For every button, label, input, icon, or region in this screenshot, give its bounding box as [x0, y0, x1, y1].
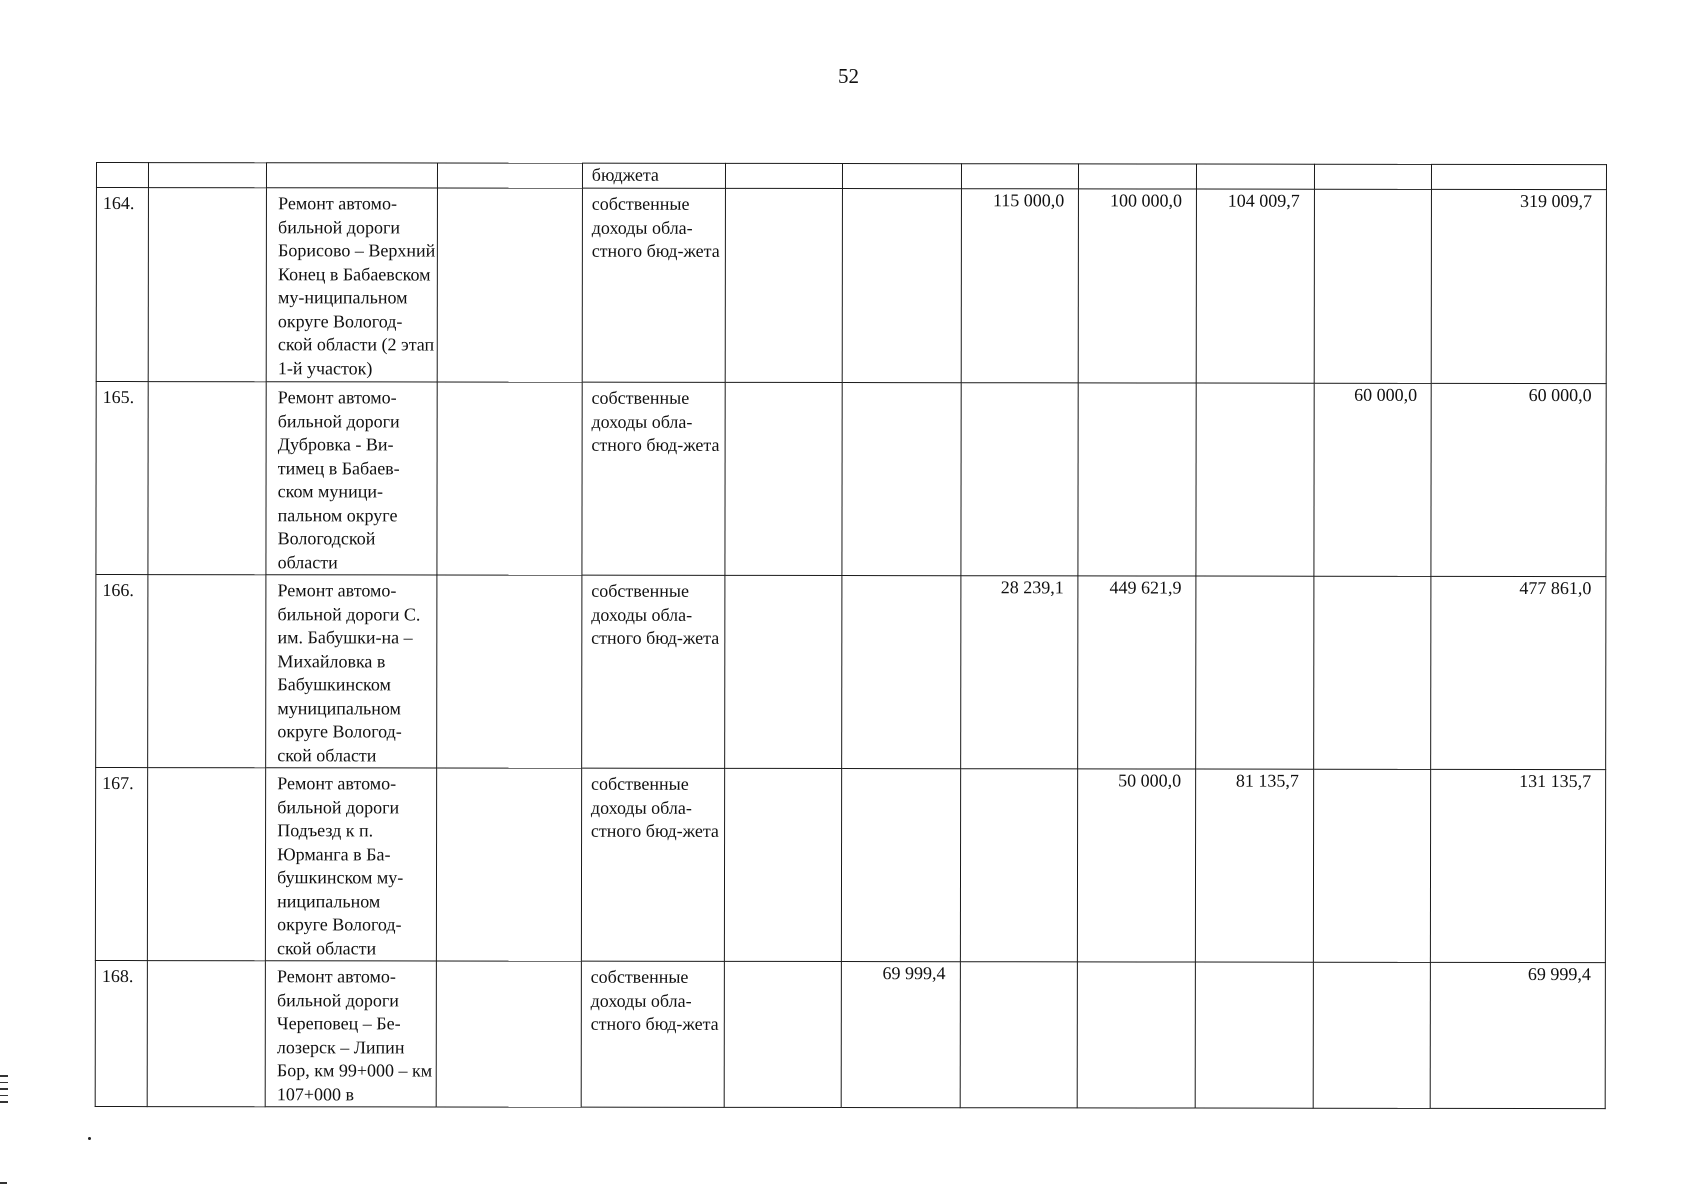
funding-source: собственные доходы обла-стного бюд-жета — [582, 188, 726, 382]
header-cell-amount — [842, 164, 961, 189]
header-cell-amount — [1314, 164, 1432, 189]
table-row — [96, 382, 1606, 577]
amount-cell: 69 999,4 — [841, 962, 960, 1108]
row-number: 165. — [96, 382, 149, 575]
cell-blank — [148, 575, 266, 768]
table-row — [96, 575, 1606, 770]
funding-source: собственные доходы обла-стного бюд-жета — [581, 575, 725, 768]
header-cell-blank — [438, 163, 583, 188]
budget-table — [95, 162, 1607, 1109]
table-row — [95, 768, 1605, 963]
amount-cell — [842, 189, 961, 383]
amount-cell: 449 621,9 — [1078, 576, 1196, 769]
header-cell-amount — [1432, 164, 1607, 189]
row-number: 167. — [95, 768, 148, 961]
amount-cell: 28 239,1 — [960, 576, 1078, 769]
amount-cell: 50 000,0 — [1078, 769, 1196, 962]
amount-cell — [961, 383, 1079, 576]
object-name: Ремонт автомо-бильной дороги Борисово – Верхний Конец в Бабаевском му-ниципальном округе Вологод-ской области (2 этап 1-й участок) — [266, 188, 437, 382]
funding-source: собственные доходы обла-стного бюд-жета — [582, 382, 726, 575]
amount-cell: 81 135,7 — [1195, 769, 1313, 962]
header-cell-number — [96, 163, 148, 188]
amount-cell — [1078, 383, 1196, 576]
amount-cell — [960, 769, 1078, 962]
cell-blank — [148, 768, 266, 961]
continued-header-row — [96, 163, 1606, 190]
header-cell-amount — [726, 163, 843, 188]
amount-total: 319 009,7 — [1432, 189, 1607, 383]
cell-blank — [148, 961, 266, 1107]
object-name: Ремонт автомо-бильной дороги Дубровка - Ви-тимец в Бабаев-ском муници-пальном округе Вологодской области — [266, 382, 437, 575]
object-name: Ремонт автомо-бильной дороги С. им. Бабушки-на – Михайловка в Бабушкинском муниципальном округе Вологод-ской области — [266, 575, 437, 768]
row-number: 168. — [95, 960, 148, 1106]
row-number: 164. — [96, 188, 149, 382]
cell-blank — [437, 382, 582, 575]
funding-source: собственные доходы обла-стного бюд-жета — [581, 768, 725, 961]
cell-blank — [437, 961, 582, 1107]
amount-cell — [1078, 962, 1196, 1108]
amount-cell — [842, 576, 961, 769]
object-name: Ремонт автомо-бильной дороги Подъезд к п. Юрманга в Ба-бушкинском му-ниципальном округе Вологод-ской области — [266, 768, 437, 961]
amount-cell — [1313, 962, 1431, 1108]
scan-dash-mark — [0, 1182, 7, 1184]
amount-cell — [724, 961, 841, 1107]
amount-cell — [725, 382, 842, 575]
amount-cell: 100 000,0 — [1079, 189, 1197, 383]
cell-blank — [149, 188, 267, 382]
header-cell-amount — [961, 164, 1079, 189]
header-cell-blank — [149, 163, 267, 188]
amount-cell — [960, 962, 1078, 1108]
row-number: 166. — [96, 575, 149, 768]
amount-cell — [842, 383, 961, 576]
cell-blank — [148, 382, 266, 575]
amount-total: 69 999,4 — [1431, 962, 1606, 1108]
header-cell-amount — [1079, 164, 1197, 189]
amount-total: 60 000,0 — [1431, 383, 1606, 576]
header-cell-amount — [1197, 164, 1315, 189]
amount-cell — [1196, 383, 1314, 576]
amount-cell: 60 000,0 — [1314, 383, 1432, 576]
amount-cell: 115 000,0 — [961, 189, 1079, 383]
header-cell-name — [267, 163, 438, 188]
amount-cell — [725, 768, 842, 961]
object-name: Ремонт автомо-бильной дороги Череповец – Бе-лозерск – Липин Бор, км 99+000 – км 107+000 в — [265, 961, 436, 1107]
table-row — [95, 960, 1605, 1108]
amount-cell — [1313, 576, 1431, 769]
amount-total: 477 861,0 — [1431, 576, 1606, 769]
amount-cell — [841, 769, 960, 962]
cell-blank — [437, 768, 582, 961]
amount-cell: 104 009,7 — [1196, 189, 1314, 383]
amount-cell — [1313, 769, 1431, 962]
scan-margin-marks — [0, 1075, 8, 1108]
amount-cell — [1195, 962, 1313, 1108]
scan-dot-mark — [88, 1137, 91, 1140]
funding-source: собственные доходы обла-стного бюд-жета — [581, 961, 725, 1107]
amount-cell — [725, 575, 842, 768]
amount-cell — [1314, 189, 1432, 383]
amount-cell — [1196, 576, 1314, 769]
cell-blank — [438, 188, 583, 382]
cell-blank — [437, 575, 582, 768]
page-number: 52 — [838, 64, 859, 88]
table-body — [95, 163, 1606, 1109]
header-cell-source: бюджета — [582, 163, 725, 188]
amount-total: 131 135,7 — [1431, 769, 1606, 962]
amount-cell — [725, 188, 842, 382]
table-row — [96, 188, 1606, 384]
